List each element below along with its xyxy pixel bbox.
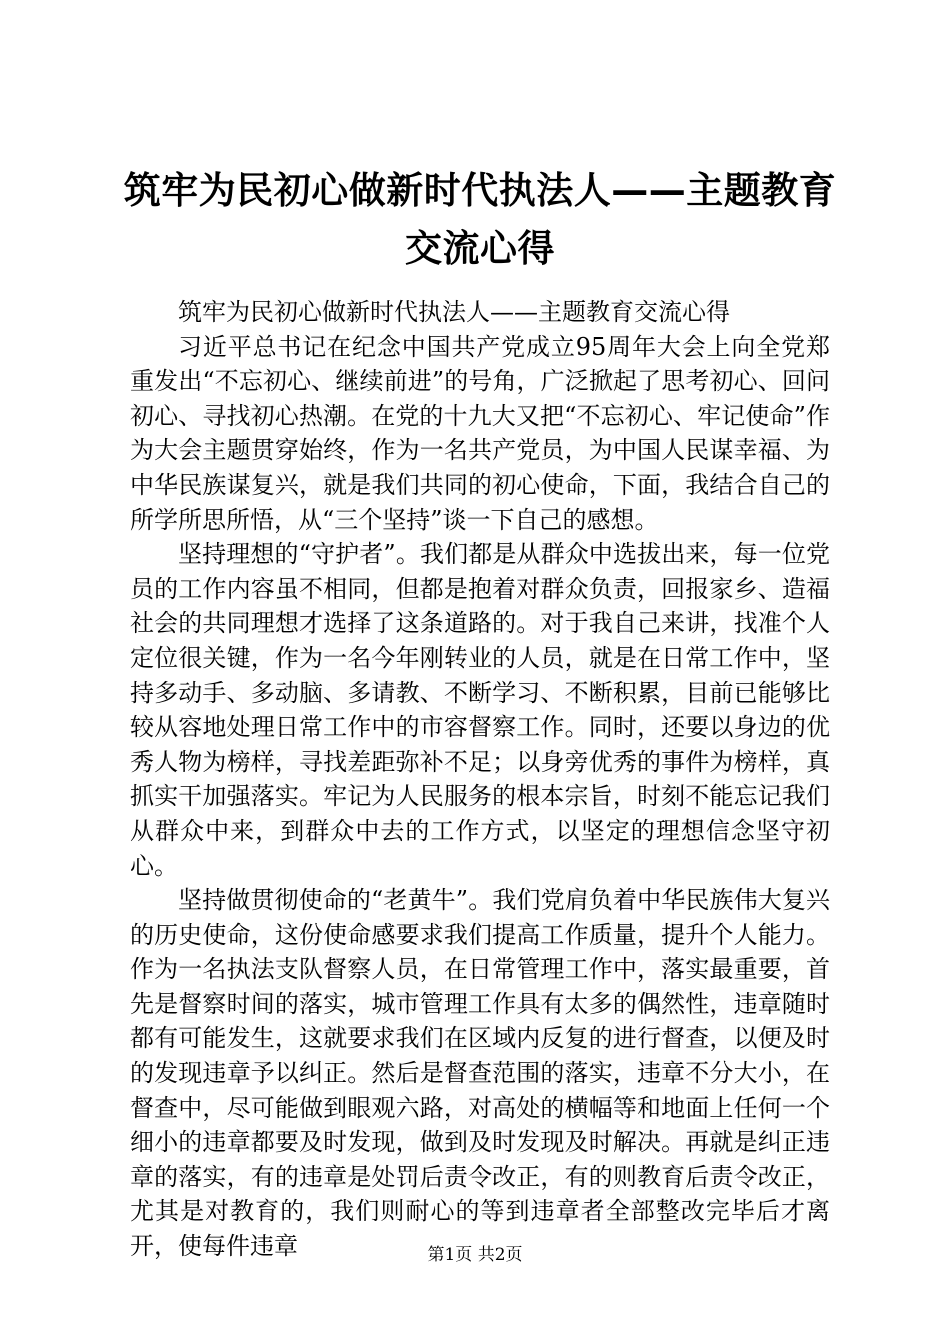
subtitle-paragraph: 筑牢为民初心做新时代执法人——主题教育交流心得 [178, 298, 730, 326]
page-footer: 第1页 共2页 [427, 1245, 523, 1265]
body-paragraph: 习近平总书记在纪念中国共产党成立95周年大会上向全党郑重发出“不忘初心、继续前进”的号角，广泛掀起了思考初心、回问初心、寻找初心热潮。在党的十九大又把“不忘初心、牢记使命”作为大会主题贯穿始终，作为一名共产党员，为中国人民谋幸福、为中华民族谋复兴，就是我们共同的初心使命，下面，我结合自己的所学所思所悟，从“三个坚持”谈一下自己的感想。 [130, 332, 830, 534]
document-title: 筑牢为民初心做新时代执法人——主题教育交流心得 [123, 169, 837, 270]
document-body [130, 295, 830, 1264]
body-paragraph: 坚持理想的“守护者”。我们都是从群众中选拔出来，每一位党员的工作内容虽不相同，但都是抱着对群众负责，回报家乡、造福社会的共同理想才选择了这条道路的。对于我自己来讲，找准个人定位很关键，作为一名今年刚转业的人员，就是在日常工作中，坚持多动手、多动脑、多请教、不断学习、不断积累，目前已能够比较从容地处理日常工作中的市容督察工作。同时，还要以身边的优秀人物为榜样，寻找差距弥补不足；以身旁优秀的事件为榜样，真抓实干加强落实。牢记为人民服务的根本宗旨，时刻不能忘记我们从群众中来，到群众中去的工作方式，以坚定的理想信念坚守初心。 [130, 540, 830, 880]
body-paragraph: 坚持做贯彻使命的“老黄牛”。我们党肩负着中华民族伟大复兴的历史使命，这份使命感要求我们提高工作质量，提升个人能力。作为一名执法支队督察人员，在日常管理工作中，落实最重要，首先是督察时间的落实，城市管理工作具有太多的偶然性，违章随时都有可能发生，这就要求我们在区域内反复的进行督查，以便及时的发现违章予以纠正。然后是督查范围的落实，违章不分大小，在督查中，尽可能做到眼观六路，对高处的横幅等和地面上任何一个细小的违章都要及时发现，做到及时发现及时解决。再就是纠正违章的落实，有的违章是处罚后责令改正，有的则教育后责令改正，尤其是对教育的，我们则耐心的等到违章者全部整改完毕后才离开，使每件违章 [130, 886, 830, 1261]
